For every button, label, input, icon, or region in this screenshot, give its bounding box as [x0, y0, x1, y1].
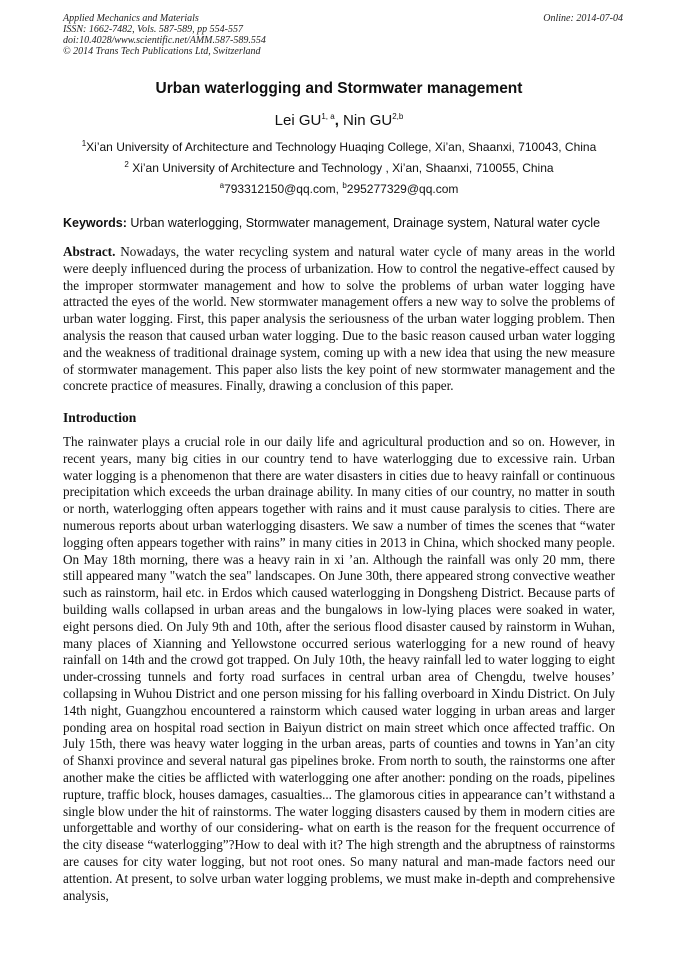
author-1-sup: 1, a: [321, 112, 335, 121]
journal-info: [63, 13, 623, 57]
abstract: [63, 244, 615, 395]
keywords-label: Keywords:: [63, 216, 127, 230]
paper-title: Urban waterlogging and Stormwater management: [155, 80, 523, 97]
email-b[interactable]: 295277329@qq.com: [346, 182, 459, 196]
affiliation-2: [0, 161, 678, 175]
author-1: Lei GU: [274, 112, 322, 129]
issn-line: ISSN: 1662-7482, Vols. 587-589, pp 554-557: [63, 24, 243, 35]
affiliation-1: [0, 140, 678, 154]
keywords: [63, 216, 615, 230]
affiliation-2-sup: 2: [124, 160, 129, 169]
abstract-text: Nowadays, the water recycling system and natural water cycle of many areas in the world were deeply influenced during the process of urbanization. How to control the negative-effect caused by the improper stormwater management and how to solve the problems of urban water logging have attracted the eyes of the world. New stormwater management offers a new way to solve the problems of urban water logging. First, this paper analysis the seriousness of the urban water logging problem. Then analysis the reason that caused urban water logging. Due to the basic reason caused urban water logging and the weakness of traditional drainage system, coming up with a new idea that using the new measure of stormwater management. This paper also lists the key point of new stormwater management and the concrete practice of measures. Finally, drawing a conclusion of this paper.: [63, 244, 615, 394]
author-separator: ,: [334, 112, 344, 129]
affiliation-2-text: Xi’an University of Architecture and Technology , Xi’an, Shaanxi, 710055, China: [128, 161, 554, 175]
affiliation-1-sup: 1: [81, 139, 87, 148]
doi-line: doi:10.4028/www.scientific.net/AMM.587-589.554: [63, 35, 266, 46]
email-b-sup: b: [342, 181, 347, 190]
email-a-sup: a: [219, 181, 225, 190]
email-a[interactable]: 793312150@qq.com,: [224, 182, 343, 196]
email-line: [0, 182, 678, 196]
affiliation-1-text: Xi’an University of Architecture and Technology Huaqing College, Xi’an, Shaanxi, 710043, China: [86, 140, 597, 154]
abstract-label: Abstract.: [63, 244, 116, 259]
author-line: [0, 112, 678, 129]
author-2-sup: 2,b: [392, 112, 404, 121]
journal-name: Applied Mechanics and Materials: [63, 13, 199, 24]
author-2: Nin GU: [343, 112, 393, 129]
keywords-text: Urban waterlogging, Stormwater management, Drainage system, Natural water cycle: [126, 216, 601, 230]
section-heading-introduction: Introduction: [63, 410, 137, 425]
copyright-line: © 2014 Trans Tech Publications Ltd, Switzerland: [63, 46, 261, 57]
online-date: Online: 2014-07-04: [543, 13, 623, 24]
journal-header: [63, 13, 623, 57]
introduction-paragraph: The rainwater plays a crucial role in our daily life and agricultural production and so on. However, in recent years, many big cities in our country tend to have waterlogging due to excessive rain. Urban water logging is a phenomenon that there are water disasters in cities due to heavy rainfall or continuous precipitation which exceeds the urban drainage ability. In many cities of our country, no matter in south or north, waterlogging often appears together with rains and it must cause paralysis to cities. There are numerous reports about urban waterlogging disasters. We saw a number of times the scenes that “water logging often appears together with rains” in many cities in 2013 in China, which shocked many people. On May 18th morning, there was a heavy rain in xi ’an. Although the rainfall was only 20 mm, there still appeared many "watch the sea" landscapes. On June 30th, there appeared strong convective weather such as rainstorm, hail etc. in Erdos which caused waterlogging in Dongsheng District. Because parts of building walls collapsed in urban areas and the bungalows in low-lying places were soaked in water, eight persons died. On July 9th and 10th, after the serious flood disaster caused by rainstorm in Wuhan, many places of Xianning and Yellowstone occurred serious waterlogging for a new round of heavy rainfall on 14th and the crowd got trapped. On July 10th, the heavy rainfall led to water logging to eight under-crossing tunnels and forty road surfaces in central urban area of Chengdu, twelve houses’ collapsing in Wuhou District and one person missing for his falling overboard in Xindu District. On July 14th night, Guangzhou encountered a rainstorm which caused water logging in urban areas and larger ponding area on hospital road section in Baiyun district on main street which once affected traffic. On July 15th, there was heavy water logging in the urban areas, parts of counties and towns in Yan’an city of Shanxi province and several natural gas pipelines broke. From north to south, the rainstorms one after another make the cities be afflicted with waterlogging one after another: ponding on the roads, pipelines rupture, traffic block, houses damages, casualties... The glamorous cities in appearance can’t withstand a single blow under the hit of rainstorms. The water logging disasters caused by them in modern cities are unforgettable and worthy of our considering- what on earth is the reason for the frequent occurrence of the city disease “waterlogging”?How to deal with it? The high strength and the abruptness of rainstorms are causes for city water logging, but not root ones. So many natural and man-made factors need our attention. At present, to solve urban water logging problems, we must make in-depth and comprehensive analysis,: [63, 434, 615, 903]
